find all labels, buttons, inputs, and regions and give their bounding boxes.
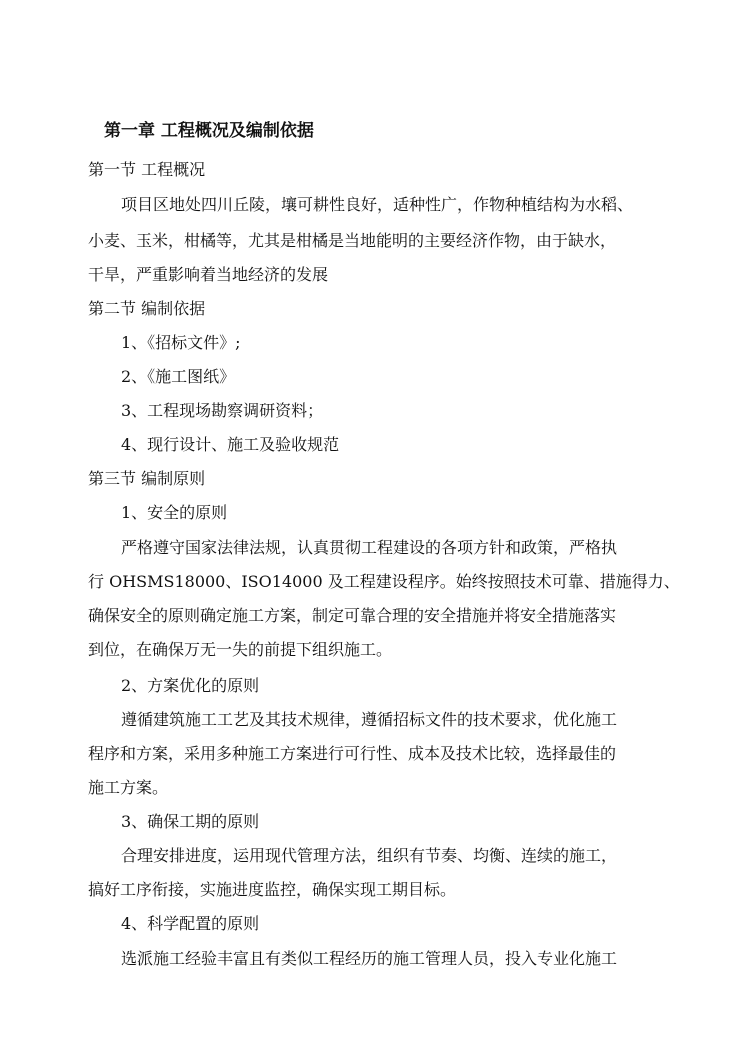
section-1-paragraph-line: 干旱，严重影响着当地经济的发展 xyxy=(88,265,329,284)
section-3-title: 第三节 编制原则 xyxy=(88,469,206,488)
section-1-paragraph-line: 项目区地处四川丘陵，壤可耕性良好，适种性广，作物种植结构为水稻、 xyxy=(121,195,634,214)
principle-2-title: 2、方案优化的原则 xyxy=(121,676,260,695)
principle-2-line: 施工方案。 xyxy=(88,778,169,797)
section-2-title: 第二节 编制依据 xyxy=(88,299,206,318)
principle-3-line: 搞好工序衔接，实施进度监控，确保实现工期目标。 xyxy=(88,880,457,899)
basis-item-3: 3、工程现场勘察调研资料； xyxy=(121,401,324,420)
basis-item-4: 4、现行设计、施工及验收规范 xyxy=(121,435,340,454)
principle-1-line: 行 OHSMS18000、ISO14000 及工程建设程序。始终按照技术可靠、措施得力、 xyxy=(88,572,680,591)
principle-2-line: 遵循建筑施工工艺及其技术规律，遵循招标文件的技术要求，优化施工 xyxy=(121,710,618,729)
basis-item-2: 2、《施工图纸》 xyxy=(121,367,236,386)
basis-item-1: 1、《招标文件》; xyxy=(121,333,241,352)
principle-3-title: 3、确保工期的原则 xyxy=(121,812,260,831)
principle-1-line: 到位，在确保万无一失的前提下组织施工。 xyxy=(88,640,393,659)
principle-1-line: 确保安全的原则确定施工方案，制定可靠合理的安全措施并将安全措施落实 xyxy=(88,606,617,625)
chapter-title: 第一章 工程概况及编制依据 xyxy=(104,121,314,141)
section-1-title: 第一节 工程概况 xyxy=(88,160,206,179)
principle-3-line: 合理安排进度，运用现代管理方法，组织有节奏、均衡、连续的施工， xyxy=(121,846,618,865)
section-1-paragraph-line: 小麦、玉米，柑橘等，尤其是柑橘是当地能明的主要经济作物，由于缺水， xyxy=(88,231,617,250)
principle-4-title: 4、科学配置的原则 xyxy=(121,914,260,933)
principle-2-line: 程序和方案，采用多种施工方案进行可行性、成本及技术比较，选择最佳的 xyxy=(88,744,617,763)
principle-4-line: 选派施工经验丰富且有类似工程经历的施工管理人员，投入专业化施工 xyxy=(121,949,618,968)
principle-1-line: 严格遵守国家法律法规，认真贯彻工程建设的各项方针和政策，严格执 xyxy=(121,538,618,557)
principle-1-title: 1、安全的原则 xyxy=(121,503,228,522)
